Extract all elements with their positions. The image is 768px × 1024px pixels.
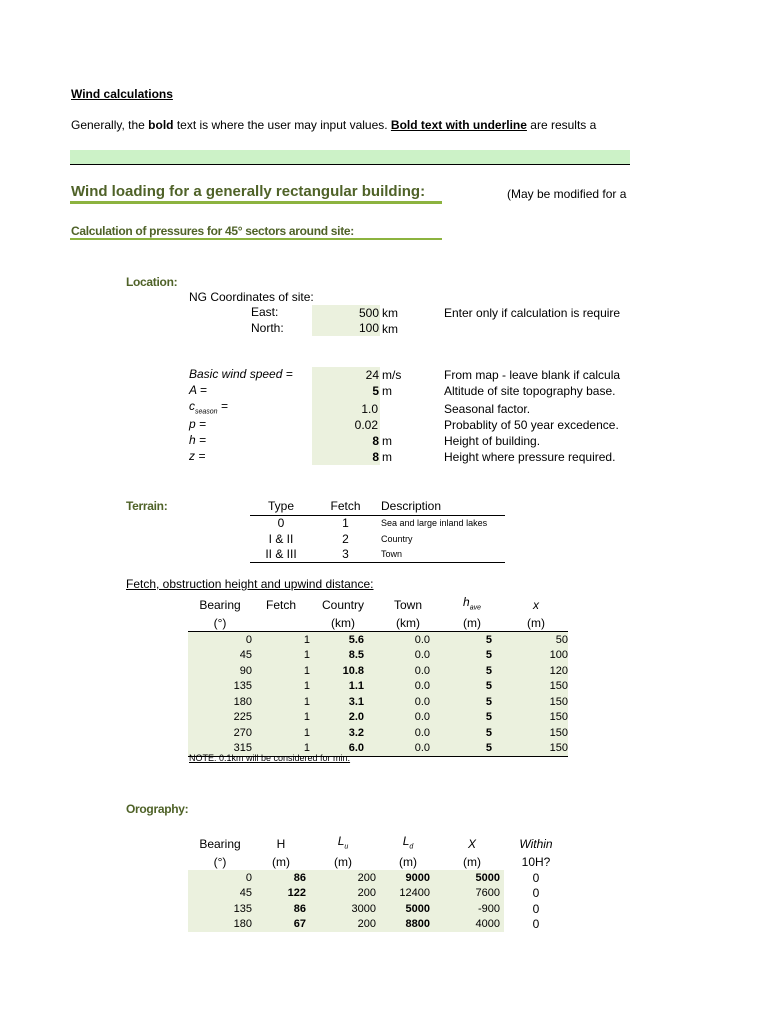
fetch-cell[interactable]: 0.0 [414, 742, 430, 755]
orography-cell[interactable]: 7600 [440, 885, 504, 901]
fetch-cell[interactable]: 2.0 [348, 711, 364, 724]
fetch-header-fetch: Fetch [265, 597, 296, 612]
fetch-cell[interactable]: 5 [485, 726, 492, 739]
probability-note: Probablity of 50 year excedence. [444, 418, 619, 432]
orography-cell[interactable]: 122 [252, 885, 310, 901]
fetch-cell[interactable]: 5 [485, 649, 492, 662]
fetch-cell[interactable]: 0.0 [414, 726, 430, 739]
probability-cell[interactable] [312, 417, 380, 433]
fetch-cell[interactable]: 0.0 [414, 680, 430, 693]
fetch-cell[interactable]: 45 [239, 649, 252, 662]
fetch-cell[interactable]: 5 [485, 711, 492, 724]
fetch-cell[interactable]: 1.1 [348, 680, 364, 693]
fetch-table: Bearing Fetch Country Town $h_{ave}$ x (°) (km) (km) (m) (m) 0 1 5.6 0.0 5 50 45 1 8.5 0.0 5 100 90 1 10.8 0.0 5 120 135 1 1.1 0.0 5 150 180 1 3.1 0.0 5 150 225 1 2.0 0.0 5 150 270 1 3.2 0.0 5 150 315 1 6.0 0.0 5 150 [188, 595, 568, 757]
east-unit: km [382, 306, 398, 320]
orography-cell[interactable]: 3000 [310, 901, 376, 917]
table-row: II & III 3 Town [250, 547, 505, 563]
ng-coordinates-label: NG Coordinates of site: [189, 290, 314, 304]
param-row-wind-speed: Basic wind speed = [189, 367, 293, 381]
fetch-cell[interactable]: 5 [485, 664, 492, 677]
wind-speed-unit: m/s [382, 368, 402, 382]
orography-cell[interactable]: 0 [188, 870, 252, 886]
altitude-unit: m [382, 384, 392, 398]
fetch-note: NOTE: 0.1km will be considered for min. [189, 753, 351, 763]
table-row: I & II 2 Country [268, 531, 413, 546]
location-label: Location: [126, 275, 178, 289]
fetch-cell[interactable]: 5.6 [348, 633, 364, 646]
altitude-note: Altitude of site topography base. [444, 384, 616, 398]
table-row [188, 885, 568, 901]
page-title: Wind calculations [71, 87, 173, 101]
z-unit: m [382, 450, 392, 464]
table-row [188, 631, 568, 647]
fetch-cell[interactable]: 1 [303, 680, 310, 693]
fetch-label: Fetch, obstruction height and upwind distance: [126, 577, 374, 591]
orography-cell[interactable]: 180 [188, 916, 252, 932]
orography-table: Bearing H $L_u$ $L_d$ X Within (°) (m) (m) (m) (m) 10H? 0 86 200 9000 5000 0 45 122 200 12400 7600 0 135 86 3000 5000 -900 0 180 67 200 8800 4000 0 [188, 834, 568, 932]
section-heading-wind-loading: Wind loading for a generally rectangular building: [71, 183, 426, 200]
oro-header-ld: $L_d$ [402, 834, 414, 851]
oro-header-x: X [467, 836, 476, 851]
fetch-cell[interactable]: 0 [245, 633, 252, 646]
terrain-table [250, 499, 505, 563]
fetch-cell[interactable]: 0.0 [414, 711, 430, 724]
season-cell[interactable] [312, 399, 380, 417]
orography-cell[interactable]: 67 [252, 916, 310, 932]
orography-cell: 0 [532, 917, 540, 932]
intro-text: Generally, the bold text is where the user may input values. Bold text with underline are results a [71, 118, 597, 132]
fetch-cell[interactable]: 1 [303, 695, 310, 708]
table-row: 0 1 Sea and large inland lakes [277, 516, 488, 531]
fetch-cell[interactable]: 150 [549, 742, 568, 755]
section-heading-pressures: Calculation of pressures for 45° sectors around site: [71, 224, 354, 238]
fetch-cell[interactable]: 135 [233, 680, 252, 693]
param-row-season: $c_{season}$ = [189, 399, 228, 416]
table-row [188, 694, 568, 710]
orography-cell[interactable]: 8800 [376, 916, 440, 932]
fetch-cell[interactable]: 1 [303, 726, 310, 739]
fetch-cell[interactable]: 90 [239, 664, 252, 677]
fetch-cell[interactable]: 5 [485, 633, 492, 646]
north-cell[interactable] [312, 320, 380, 336]
orography-cell[interactable]: 200 [310, 916, 376, 932]
green-band [70, 150, 630, 165]
heading-underline [70, 201, 442, 204]
oro-header-lu: $L_u$ [337, 834, 349, 851]
fetch-cell[interactable]: 150 [549, 711, 568, 724]
orography-cell[interactable]: 135 [188, 901, 252, 917]
table-row [188, 870, 568, 886]
fetch-cell[interactable]: 0.0 [414, 664, 430, 677]
season-note: Seasonal factor. [444, 402, 531, 416]
fetch-cell[interactable]: 6.0 [348, 742, 364, 755]
table-row [188, 709, 568, 725]
east-cell[interactable] [312, 305, 380, 321]
param-row-probability: p = [189, 417, 207, 431]
fetch-cell[interactable]: 5 [485, 742, 492, 755]
fetch-cell[interactable]: 0.0 [414, 649, 430, 662]
probability-value: 0.02 [354, 418, 378, 432]
wind-speed-value: 24 [365, 368, 379, 382]
terrain-header-fetch: Fetch [330, 499, 361, 514]
height-unit: m [382, 434, 392, 448]
heading-note: (May be modified for a [507, 187, 627, 201]
oro-header-h: H [276, 836, 286, 851]
fetch-cell[interactable]: 315 [233, 742, 252, 755]
fetch-cell[interactable]: 100 [549, 649, 568, 662]
fetch-cell[interactable]: 5 [485, 695, 492, 708]
orography-cell[interactable]: 200 [310, 885, 376, 901]
orography-cell[interactable]: 4000 [440, 916, 504, 932]
table-row [188, 663, 568, 679]
orography-cell[interactable]: 5000 [440, 870, 504, 886]
fetch-cell[interactable]: 1 [303, 742, 310, 755]
fetch-cell[interactable]: 225 [233, 711, 252, 724]
fetch-header-bearing: Bearing [199, 597, 241, 612]
season-value: 1.0 [361, 402, 378, 416]
z-cell[interactable] [312, 449, 380, 465]
fetch-cell[interactable]: 3.1 [348, 695, 364, 708]
fetch-cell[interactable]: 120 [549, 664, 568, 677]
north-label: North: [251, 321, 284, 335]
orography-cell: 0 [532, 901, 540, 916]
fetch-cell[interactable]: 8.5 [348, 649, 364, 662]
table-row [188, 725, 568, 741]
altitude-cell[interactable] [312, 383, 380, 399]
fetch-cell[interactable]: 0.0 [414, 695, 430, 708]
param-row-altitude: A = [189, 383, 207, 397]
altitude-value: 5 [372, 384, 379, 398]
orography-cell: 0 [532, 886, 540, 901]
fetch-cell[interactable]: 50 [555, 633, 568, 646]
z-note: Height where pressure required. [444, 450, 616, 464]
terrain-header-type: Type [267, 499, 294, 514]
param-row-height: h = [189, 433, 207, 447]
east-label: East: [251, 305, 279, 319]
fetch-header-x: x [533, 597, 539, 612]
fetch-cell[interactable]: 180 [233, 695, 252, 708]
orography-cell[interactable]: -900 [440, 901, 504, 917]
orography-cell[interactable]: 9000 [376, 870, 440, 886]
orography-cell[interactable]: 200 [310, 870, 376, 886]
orography-cell[interactable]: 86 [252, 901, 310, 917]
table-row [188, 901, 568, 917]
fetch-cell[interactable]: 3.2 [348, 726, 364, 739]
fetch-header-h: $h_{ave}$ [463, 595, 481, 612]
north-unit: km [382, 322, 398, 336]
fetch-cell[interactable]: 5 [485, 680, 492, 693]
table-row [188, 647, 568, 663]
param-row-z: z = [189, 449, 206, 463]
fetch-cell[interactable]: 10.8 [342, 664, 364, 677]
fetch-cell[interactable]: 150 [549, 726, 568, 739]
z-value: 8 [372, 450, 379, 464]
north-value: 100 [358, 321, 379, 335]
east-value: 500 [358, 306, 379, 320]
orography-cell[interactable]: 5000 [376, 901, 440, 917]
wind-speed-note: From map - leave blank if calcula [444, 368, 621, 382]
orography-cell[interactable]: 45 [188, 885, 252, 901]
fetch-cell[interactable]: 270 [233, 726, 252, 739]
orography-cell[interactable]: 12400 [376, 885, 440, 901]
table-row [188, 678, 568, 694]
fetch-header-country: Country [321, 597, 365, 612]
fetch-cell[interactable]: 1 [303, 711, 310, 724]
fetch-cell[interactable]: 1 [303, 633, 310, 646]
height-cell[interactable] [312, 433, 380, 449]
enter-note: Enter only if calculation is require [444, 306, 621, 320]
fetch-cell[interactable]: 1 [303, 664, 310, 677]
table-row [188, 916, 568, 932]
orography-cell[interactable]: 86 [252, 870, 310, 886]
height-value: 8 [372, 434, 379, 448]
fetch-cell[interactable]: 150 [549, 680, 568, 693]
oro-header-within: Within [519, 836, 553, 851]
fetch-cell[interactable]: 0.0 [414, 633, 430, 646]
terrain-label: Terrain: [126, 499, 168, 513]
orography-cell: 0 [532, 870, 540, 885]
height-note: Height of building. [444, 434, 541, 448]
orography-label: Orography: [126, 802, 189, 816]
terrain-header-description: Description [381, 499, 442, 514]
fetch-header-town: Town [393, 597, 422, 612]
oro-header-bearing: Bearing [199, 836, 241, 851]
fetch-cell[interactable]: 1 [303, 649, 310, 662]
subheading-underline [70, 238, 442, 240]
fetch-cell[interactable]: 150 [549, 695, 568, 708]
wind-speed-cell[interactable] [312, 367, 380, 383]
